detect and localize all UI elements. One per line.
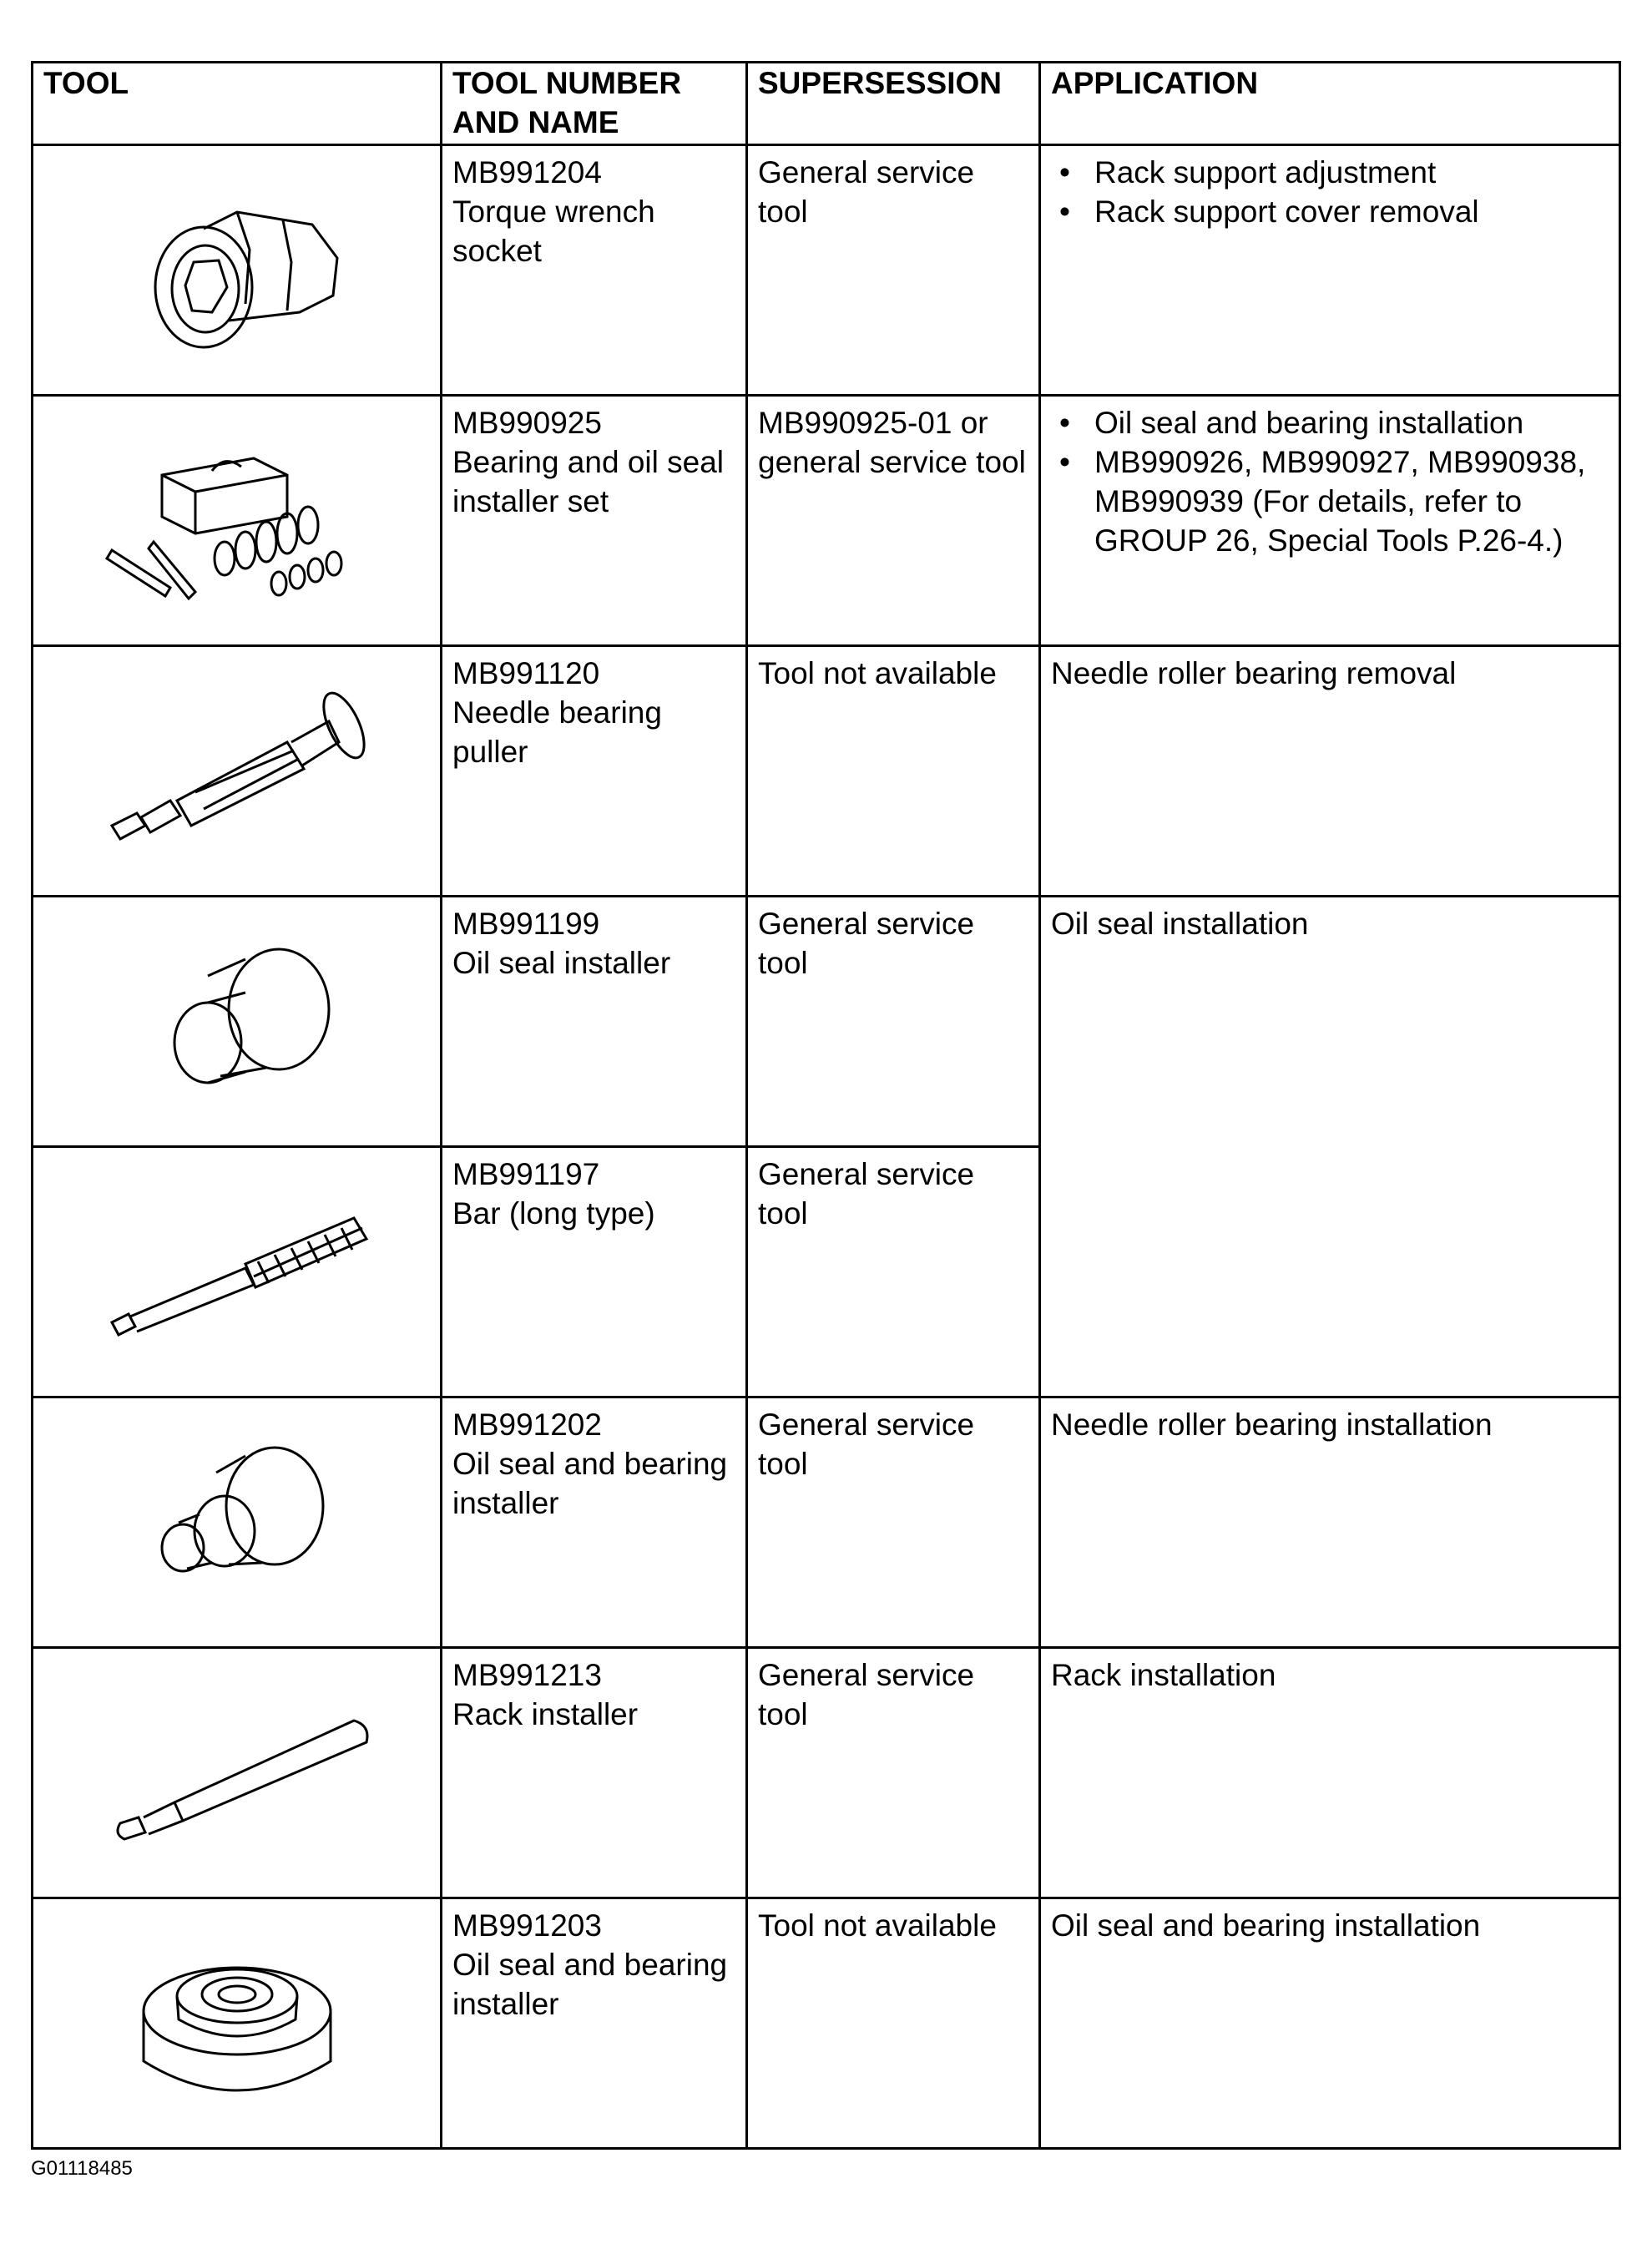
table-row: [33, 897, 1620, 1147]
long-bar-icon: [78, 1176, 396, 1368]
tool-number: MB990925: [452, 406, 602, 440]
application-cell: Oil seal installation: [1040, 897, 1620, 1397]
special-tools-table: [31, 61, 1621, 2150]
header-tool-number-and-name: TOOL NUMBER AND NAME: [442, 63, 747, 145]
supersession-cell: Tool not available: [747, 1898, 1040, 2149]
tool-number: MB991197: [452, 1157, 600, 1191]
installer-set-icon: [78, 425, 396, 617]
rack-installer-icon: [78, 1677, 396, 1869]
table-row: [33, 1397, 1620, 1648]
application-item: • Rack support adjustment: [1051, 153, 1610, 192]
figure-id: G01118485: [31, 2157, 133, 2180]
tool-number: MB991204: [452, 155, 602, 190]
application-cell: Oil seal and bearing installation: [1040, 1898, 1620, 2149]
tool-image-cell: [33, 145, 442, 396]
tool-number: MB991120: [452, 656, 600, 690]
oil-seal-bearing-installer-icon: [120, 1431, 354, 1615]
header-application: APPLICATION: [1040, 63, 1620, 145]
tool-number-and-name-cell: [442, 1147, 747, 1397]
tool-name: Bearing and oil seal installer set: [452, 445, 724, 518]
tool-name: Torque wrench socket: [452, 195, 655, 268]
header-supersession: SUPERSESSION: [747, 63, 1040, 145]
application-cell: Needle roller bearing removal: [1040, 646, 1620, 897]
supersession-cell: Tool not available: [747, 646, 1040, 897]
tool-name: Needle bearing puller: [452, 695, 662, 769]
tool-image-cell: [33, 1648, 442, 1898]
application-cell: Rack installation: [1040, 1648, 1620, 1898]
tool-name: Oil seal and bearing installer: [452, 1447, 728, 1520]
application-item: • Rack support cover removal: [1051, 192, 1610, 231]
application-cell: [1040, 145, 1620, 396]
table-row: [33, 145, 1620, 396]
tool-number: MB991213: [452, 1658, 602, 1692]
tool-number-and-name-cell: [442, 1898, 747, 2149]
tool-number-and-name-cell: [442, 646, 747, 897]
tool-name: Rack installer: [452, 1697, 639, 1731]
torque-wrench-socket-icon: [112, 179, 362, 362]
tool-number-and-name-cell: [442, 1648, 747, 1898]
application-item: • MB990926, MB990927, MB990938, MB990939 (For details, refer to GROUP 26, Special Tools P.26-4.): [1051, 442, 1610, 560]
table-row: [33, 396, 1620, 646]
oil-seal-installer-icon: [120, 930, 354, 1114]
tool-image-cell: [33, 646, 442, 897]
supersession-cell: General service tool: [747, 897, 1040, 1147]
supersession-cell: General service tool: [747, 1648, 1040, 1898]
tool-image-cell: [33, 897, 442, 1147]
tool-number: MB991202: [452, 1408, 602, 1442]
supersession-cell: MB990925-01 or general service tool: [747, 396, 1040, 646]
tool-number-and-name-cell: [442, 145, 747, 396]
tool-number-and-name-cell: [442, 1397, 747, 1648]
supersession-cell: General service tool: [747, 1147, 1040, 1397]
tool-image-cell: [33, 1397, 442, 1648]
header-tool: TOOL: [33, 63, 442, 145]
tool-image-cell: [33, 1898, 442, 2149]
tool-number: MB991199: [452, 907, 600, 941]
table-row: [33, 1648, 1620, 1898]
application-item: • Oil seal and bearing installation: [1051, 403, 1610, 442]
table-row: [33, 1898, 1620, 2149]
supersession-cell: General service tool: [747, 145, 1040, 396]
table-row: [33, 646, 1620, 897]
tool-number: MB991203: [452, 1908, 602, 1943]
tool-name: Oil seal and bearing installer: [452, 1948, 728, 2021]
needle-bearing-puller-icon: [78, 675, 396, 867]
tool-name: Oil seal installer: [452, 946, 671, 980]
tool-image-cell: [33, 396, 442, 646]
application-cell: Needle roller bearing installation: [1040, 1397, 1620, 1648]
header-row: [33, 63, 1620, 145]
tool-number-and-name-cell: [442, 396, 747, 646]
supersession-cell: General service tool: [747, 1397, 1040, 1648]
tool-name: Bar (long type): [452, 1196, 655, 1231]
installer-ring-icon: [120, 1928, 354, 2120]
tool-number-and-name-cell: [442, 897, 747, 1147]
tool-image-cell: [33, 1147, 442, 1397]
application-cell: [1040, 396, 1620, 646]
